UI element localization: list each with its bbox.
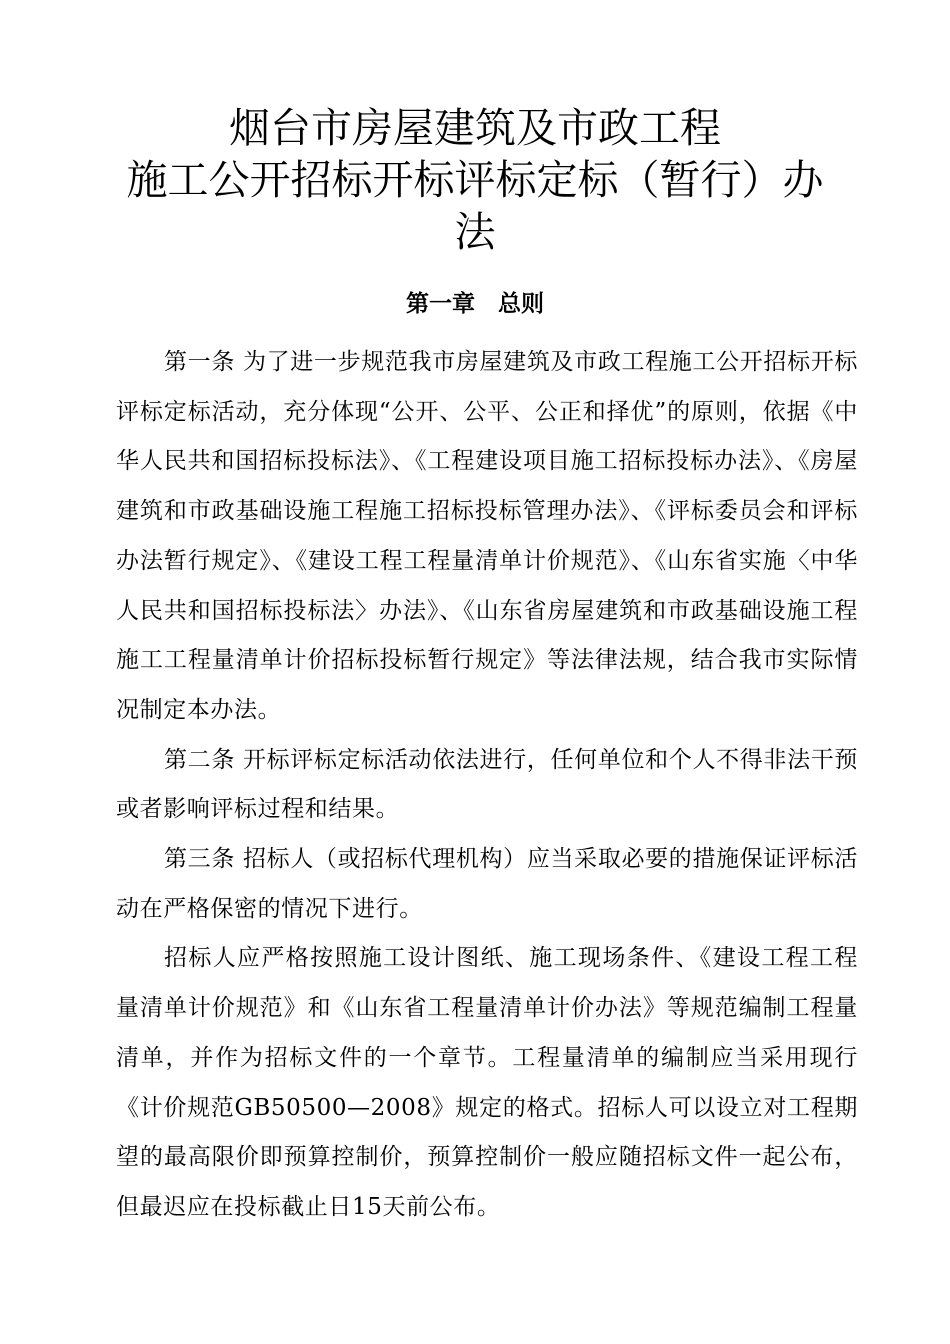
title-line-1: 烟台市房屋建筑及市政工程 — [229, 104, 721, 152]
document-title — [0, 102, 950, 258]
chapter-heading: 第一章 总则 — [406, 291, 544, 317]
title-line-3: 法 — [454, 208, 496, 256]
article-3-paragraph: 第三条 招标人（或招标代理机构）应当采取必要的措施保证评标活动在严格保密的情况下进行。 — [116, 846, 858, 922]
document-body — [116, 338, 858, 1233]
article-2-paragraph: 第二条 开标评标定标活动依法进行，任何单位和个人不得非法干预或者影响评标过程和结果。 — [116, 746, 858, 823]
title-line-2: 施工公开招标开标评标定标（暂行）办 — [126, 156, 824, 204]
article-1-paragraph: 第一条 为了进一步规范我市房屋建筑及市政工程施工公开招标开标评标定标活动，充分体现“公开、公平、公正和择优”的原则，依据《中华人民共和国招标投标法》、《工程建设项目施工招标投标办法》、《房屋建筑和市政基础设施工程施工招标投标管理办法》、《评标委员会和评标办法暂行规定》、《建设工程工程量清单计价规范》、《山东省实施〈中华人民共和国招标投标法〉办法》、《山东省房屋建筑和市政基础设施工程施工工程量清单计价招标投标暂行规定》等法律法规，结合我市实际情况制定本办法。 — [116, 349, 858, 723]
bill-of-quantities-paragraph: 招标人应严格按照施工设计图纸、施工现场条件、《建设工程工程量清单计价规范》和《山东省工程量清单计价办法》等规范编制工程量清单，并作为招标文件的一个章节。工程量清单的编制应当采用现行《计价规范GB50500—2008》规定的格式。招标人可以设立对工程期望的最高限价即预算控制价，预算控制价一般应随招标文件一起公布，但最迟应在投标截止日15天前公布。 — [116, 945, 858, 1220]
